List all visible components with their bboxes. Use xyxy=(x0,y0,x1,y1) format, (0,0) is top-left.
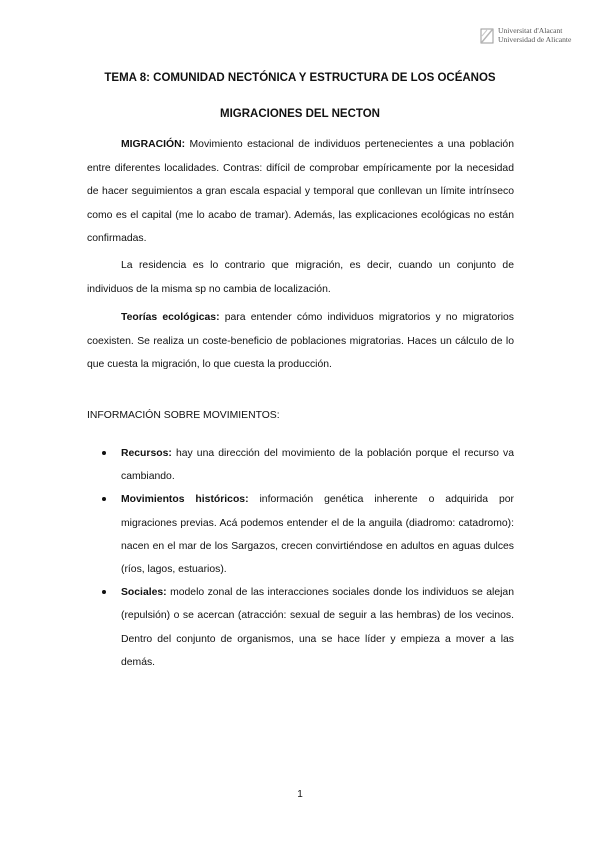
list-item xyxy=(87,442,514,488)
university-logo xyxy=(480,27,571,44)
bullet-icon xyxy=(102,590,106,594)
movements-heading: INFORMACIÓN SOBRE MOVIMIENTOS: xyxy=(87,410,280,421)
paragraph-migracion xyxy=(87,133,514,251)
bullet-term: Sociales: xyxy=(121,587,167,599)
paragraph-teorias-text: para entender cómo individuos migratorios y no migratorios coexisten. Se realiza un coste-beneficio de poblaciones migratorias. Haces un cálculo de lo que cuesta la migración, lo que cuesta la producción. xyxy=(87,312,514,371)
bullet-text: información genética inherente o adquirida por migraciones previas. Acá podemos entender el de la anguila (diadromo: catadromo): nacen en el mar de los Sargazos, crecen convirtiéndose en adultos en aguas dulces (ríos, lagos, estuarios). xyxy=(121,494,514,576)
paragraph-residencia-text: La residencia es lo contrario que migración, es decir, cuando un conjunto de individuos de la misma sp no cambia de localización. xyxy=(87,260,514,295)
document-title: TEMA 8: COMUNIDAD NECTÓNICA Y ESTRUCTURA DE LOS OCÉANOS xyxy=(104,72,496,84)
movements-list xyxy=(87,442,514,674)
university-emblem-icon xyxy=(480,28,494,44)
bullet-icon xyxy=(102,497,106,501)
paragraph-residencia xyxy=(87,254,514,301)
bullet-icon xyxy=(102,451,106,455)
term-teorias: Teorías ecológicas: xyxy=(121,312,220,323)
paragraph-teorias xyxy=(87,306,514,377)
paragraph-migracion-text: Movimiento estacional de individuos pertenecientes a una población entre diferentes localidades. Contras: difícil de comprobar empíricamente por la necesidad de hacer seguimientos a gran escala espacial y temporal que conllevan un límite intrínseco como es el capital (me lo acabo de tramar). Además, las explicaciones ecológicas no están confirmadas. xyxy=(87,139,514,245)
term-migracion: MIGRACIÓN: xyxy=(121,139,186,150)
bullet-text: modelo zonal de las interacciones sociales donde los individuos se alejan (repulsión) o se acercan (atracción: sexual de seguir a las hembras) de los vecinos. Dentro del conjunto de organismos, una se hace líder y empieza a mover a las demás. xyxy=(121,587,514,668)
bullet-term: Movimientos históricos: xyxy=(121,494,249,506)
list-item xyxy=(87,581,514,674)
university-name xyxy=(498,27,571,44)
section-title: MIGRACIONES DEL NECTON xyxy=(220,108,380,120)
logo-line-spanish: Universidad de Alicante xyxy=(498,34,572,44)
logo-line-valencian: Universitat d'Alacant xyxy=(498,26,563,35)
page-number: 1 xyxy=(297,789,303,800)
list-item xyxy=(87,488,514,581)
bullet-term: Recursos: xyxy=(121,448,172,459)
bullet-text: hay una dirección del movimiento de la población porque el recurso va cambiando. xyxy=(121,448,514,483)
